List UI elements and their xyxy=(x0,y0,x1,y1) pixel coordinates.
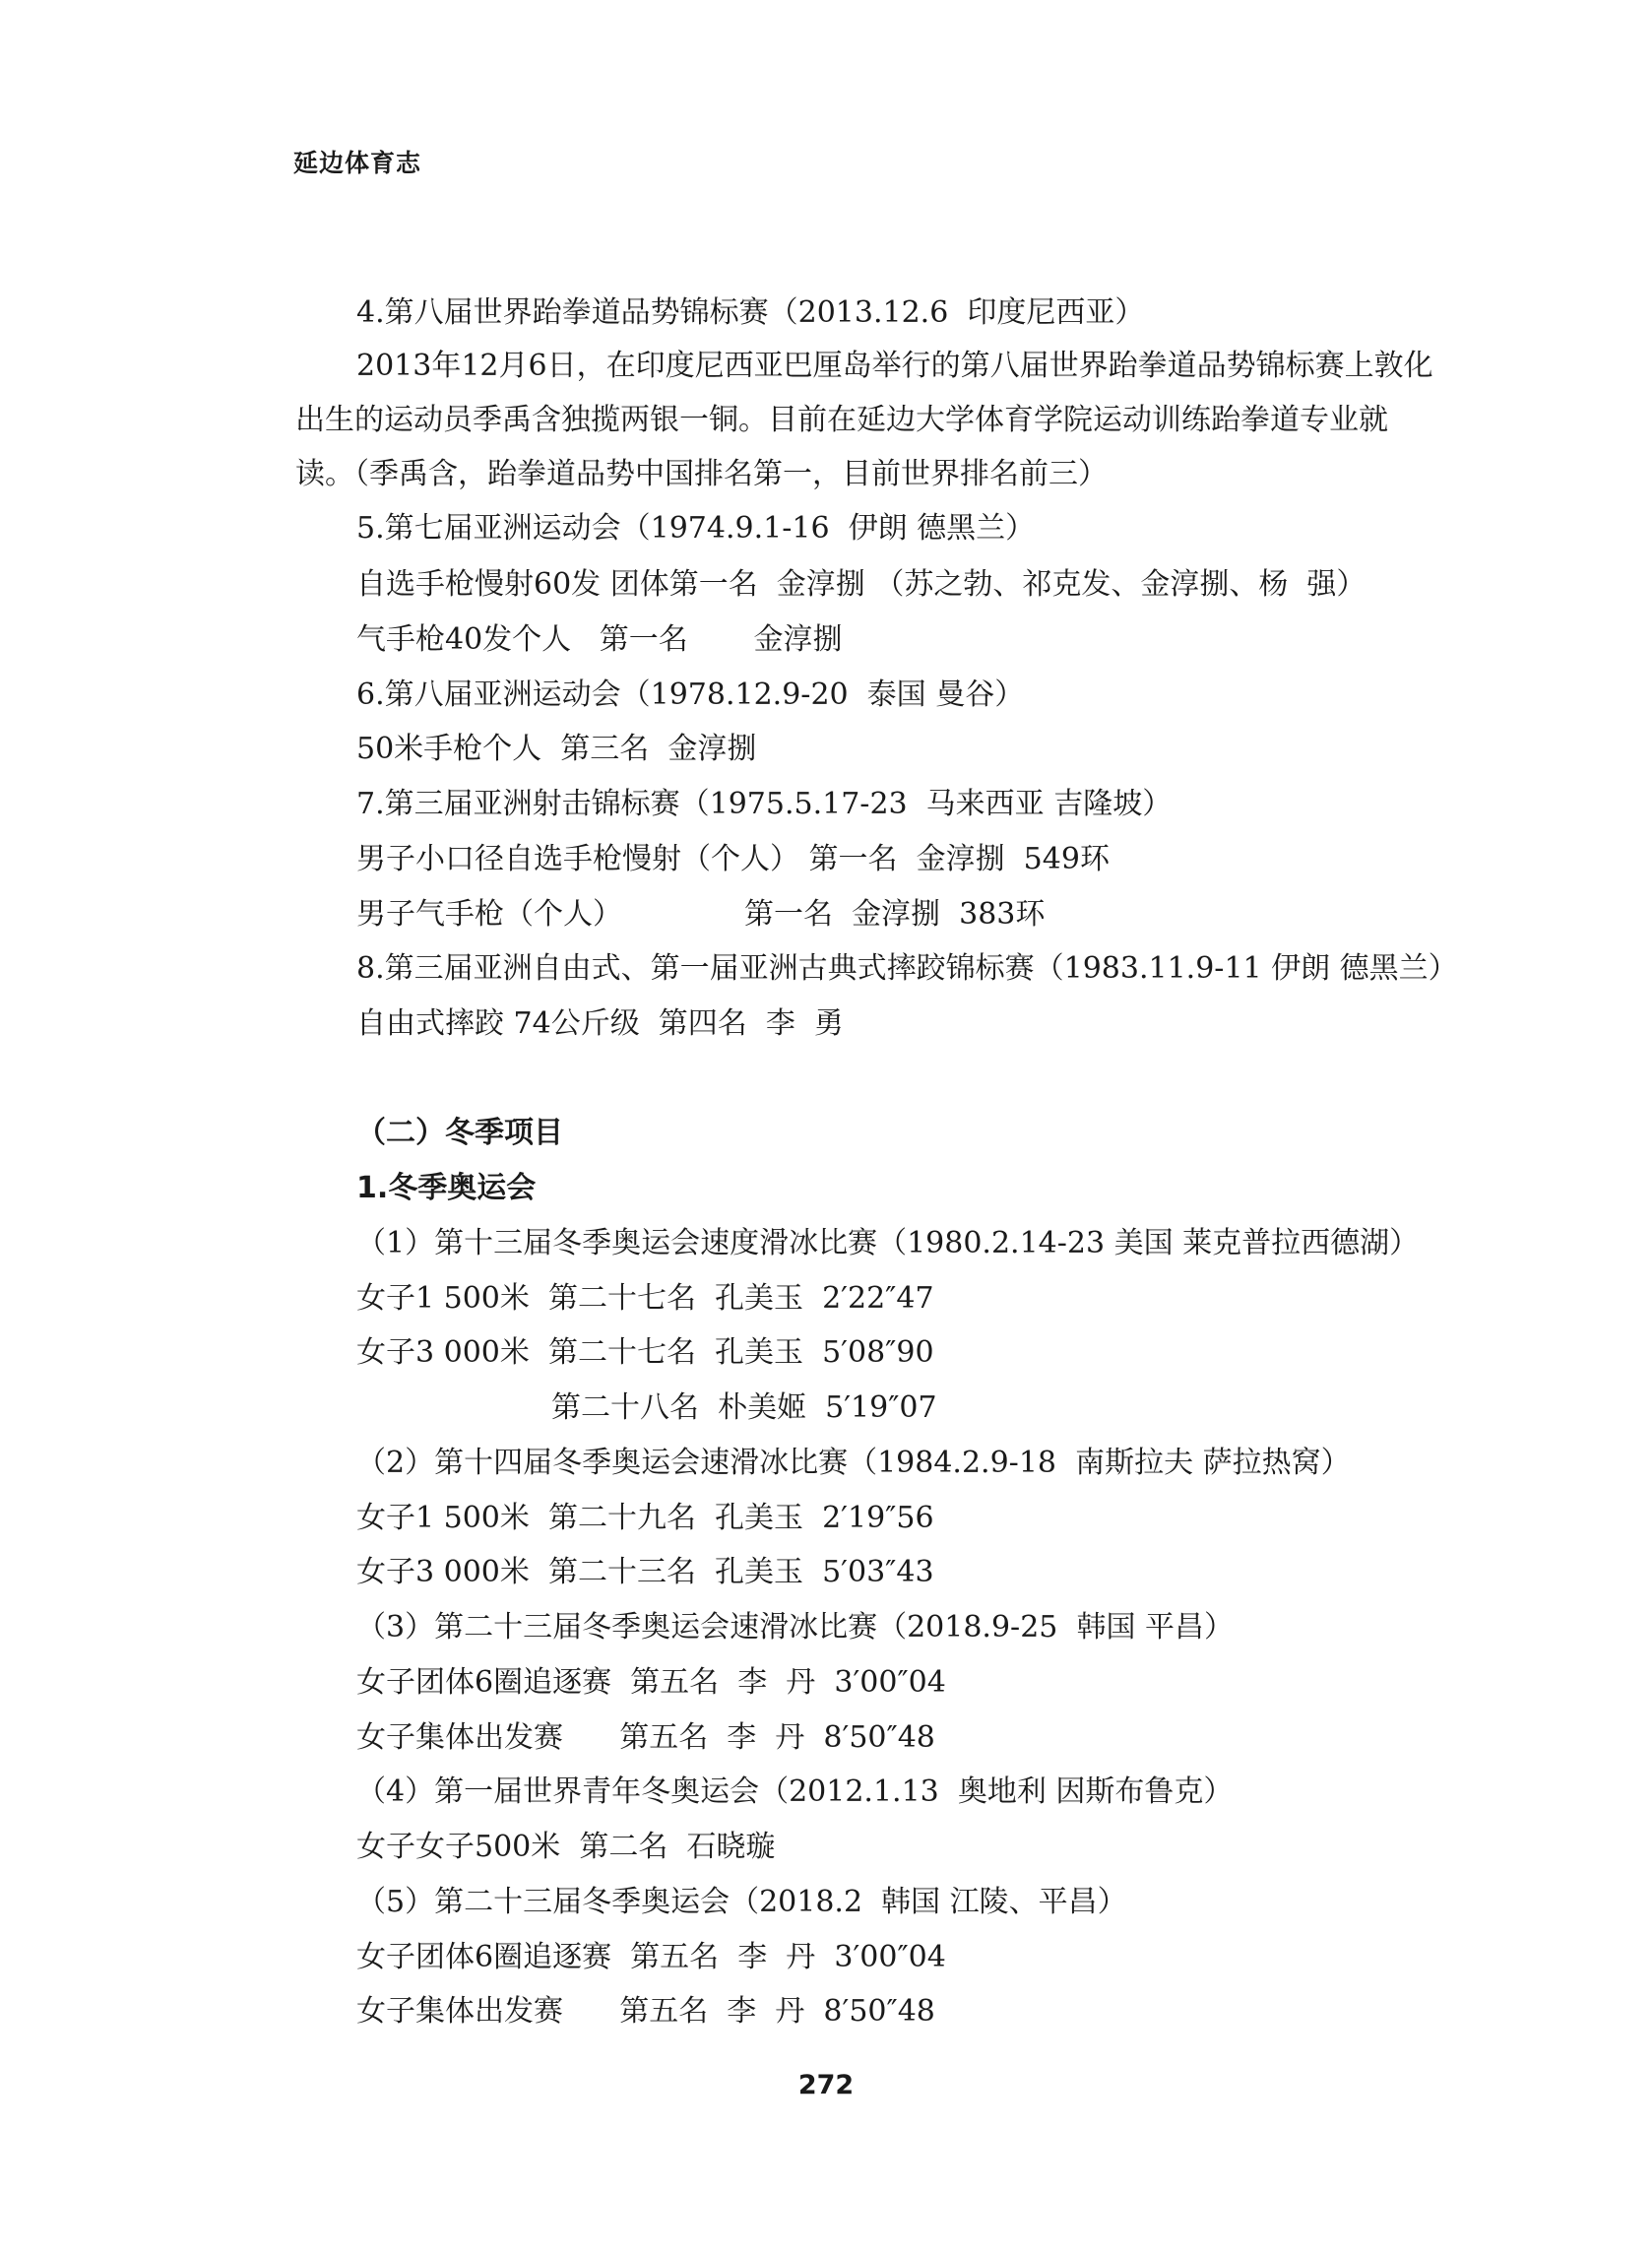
paragraph-line: 读。（季禹含，跆拳道品势中国排名第一，目前世界排名前三） xyxy=(295,457,1108,491)
event-heading: （5）第二十三届冬季奥运会（2018.2 韩国 江陵、平昌） xyxy=(356,1885,1127,1919)
result-line: 女子集体出发赛 第五名 李 丹 8′50″48 xyxy=(356,1994,935,2029)
event-heading: （1）第十三届冬季奥运会速度滑冰比赛（1980.2.14-23 美国 莱克普拉西德湖） xyxy=(356,1226,1420,1260)
result-line: 女子3 000米 第二十七名 孔美玉 5′08″90 xyxy=(356,1335,934,1370)
section-heading: （二）冬季项目 xyxy=(356,1116,563,1150)
result-line: 女子集体出发赛 第五名 李 丹 8′50″48 xyxy=(356,1720,935,1755)
result-line: 女子团体6圈追逐赛 第五名 李 丹 3′00″04 xyxy=(356,1665,946,1700)
event-heading: （4）第一届世界青年冬奥运会（2012.1.13 奥地利 因斯布鲁克） xyxy=(356,1774,1234,1809)
result-line: 自由式摔跤 74公斤级 第四名 李 勇 xyxy=(356,1006,844,1041)
item-heading: 4.第八届世界跆拳道品势锦标赛（2013.12.6 印度尼西亚） xyxy=(356,295,1145,330)
result-line: 男子气手枪（个人） 第一名 金淳捌 383环 xyxy=(356,897,1046,932)
result-line: 女子3 000米 第二十三名 孔美玉 5′03″43 xyxy=(356,1555,934,1589)
item-heading: 7.第三届亚洲射击锦标赛（1975.5.17-23 马来西亚 吉隆坡） xyxy=(356,787,1173,821)
result-line: 气手枪40发个人 第一名 金淳捌 xyxy=(356,622,843,657)
result-line: 50米手枪个人 第三名 金淳捌 xyxy=(356,732,757,766)
paragraph-line: 2013年12月6日，在印度尼西亚巴厘岛举行的第八届世界跆拳道品势锦标赛上敦化 xyxy=(356,349,1433,383)
event-heading: （3）第二十三届冬季奥运会速滑冰比赛（2018.9-25 韩国 平昌） xyxy=(356,1610,1234,1644)
paragraph-line: 出生的运动员季禹含独揽两银一铜。目前在延边大学体育学院运动训练跆拳道专业就 xyxy=(295,403,1388,437)
item-heading: 5.第七届亚洲运动会（1974.9.1-16 伊朗 德黑兰） xyxy=(356,511,1036,546)
item-heading: 6.第八届亚洲运动会（1978.12.9-20 泰国 曼谷） xyxy=(356,677,1025,712)
event-heading: （2）第十四届冬季奥运会速滑冰比赛（1984.2.9-18 南斯拉夫 萨拉热窝） xyxy=(356,1446,1351,1480)
running-header: 延边体育志 xyxy=(293,149,422,177)
page-number: 272 xyxy=(797,2070,855,2100)
result-line: 第二十八名 朴美姬 5′19″07 xyxy=(551,1390,937,1425)
item-heading: 8.第三届亚洲自由式、第一届亚洲古典式摔跤锦标赛（1983.11.9-11 伊朗 德黑兰） xyxy=(356,951,1458,986)
result-line: 自选手枪慢射60发 团体第一名 金淳捌 （苏之勃、祁克发、金淳捌、杨 强） xyxy=(356,567,1366,602)
result-line: 女子1 500米 第二十七名 孔美玉 2′22″47 xyxy=(356,1281,934,1316)
result-line: 女子团体6圈追逐赛 第五名 李 丹 3′00″04 xyxy=(356,1940,946,1974)
result-line: 女子女子500米 第二名 石晓璇 xyxy=(356,1830,776,1864)
result-line: 男子小口径自选手枪慢射（个人） 第一名 金淳捌 549环 xyxy=(356,842,1110,876)
subsection-heading: 1.冬季奥运会 xyxy=(356,1171,537,1205)
result-line: 女子1 500米 第二十九名 孔美玉 2′19″56 xyxy=(356,1501,934,1535)
